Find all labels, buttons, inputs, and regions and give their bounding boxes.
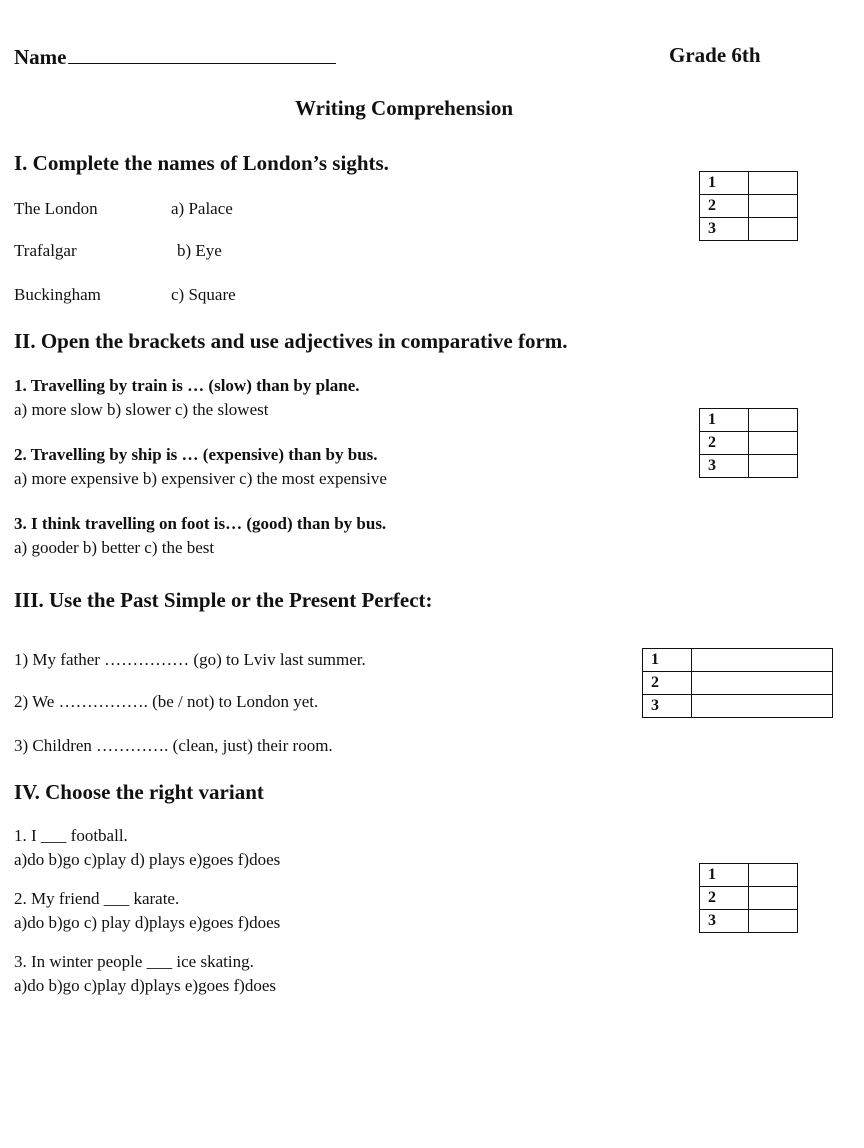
answer-number: 1: [700, 172, 749, 195]
section-1-left-item: Trafalgar: [14, 241, 77, 260]
section-2-question: 3. I think travelling on foot is… (good) than by bus.: [14, 514, 387, 533]
answer-box-section-2: [699, 408, 798, 478]
page-title: Writing Comprehension: [295, 96, 513, 120]
section-1-right-item: c) Square: [171, 285, 236, 304]
section-3-item: 3) Children …………. (clean, just) their room.: [14, 736, 333, 755]
answer-number: 1: [700, 409, 749, 432]
section-4-question: 1. I ___ football.: [14, 826, 128, 845]
name-field[interactable]: [14, 43, 336, 70]
answer-number: 3: [643, 695, 692, 718]
answer-number: 3: [700, 910, 749, 933]
answer-box-section-4: [699, 863, 798, 933]
section-2-heading: II. Open the brackets and use adjectives in comparative form.: [14, 329, 568, 353]
section-1-heading: I. Complete the names of London’s sights.: [14, 151, 389, 175]
answer-number: 3: [700, 218, 749, 241]
section-2-question: 1. Travelling by train is … (slow) than by plane.: [14, 376, 360, 395]
answer-number: 2: [700, 432, 749, 455]
answer-cell[interactable]: [749, 172, 798, 195]
answer-number: 1: [643, 649, 692, 672]
section-1-left-item: The London: [14, 199, 98, 218]
grade-label: Grade 6th: [669, 43, 761, 67]
answer-box-section-3: [642, 648, 833, 718]
section-2-question: 2. Travelling by ship is … (expensive) than by bus.: [14, 445, 378, 464]
answer-cell[interactable]: [749, 409, 798, 432]
section-1-left-item: Buckingham: [14, 285, 101, 304]
answer-cell[interactable]: [749, 195, 798, 218]
answer-number: 2: [643, 672, 692, 695]
section-1-right-item: a) Palace: [171, 199, 233, 218]
answer-number: 2: [700, 195, 749, 218]
section-4-options: a)do b)go c) play d)plays e)goes f)does: [14, 913, 281, 932]
section-4-question: 3. In winter people ___ ice skating.: [14, 952, 254, 971]
section-4-options: a)do b)go c)play d)plays e)goes f)does: [14, 976, 276, 995]
section-2-options: a) more slow b) slower c) the slowest: [14, 400, 269, 419]
section-4-question: 2. My friend ___ karate.: [14, 889, 180, 908]
answer-cell[interactable]: [749, 887, 798, 910]
section-1-right-item: b) Eye: [177, 241, 222, 260]
answer-cell[interactable]: [749, 864, 798, 887]
answer-cell[interactable]: [749, 432, 798, 455]
answer-cell[interactable]: [692, 672, 833, 695]
section-3-item: 2) We ……………. (be / not) to London yet.: [14, 692, 319, 711]
section-2-options: a) gooder b) better c) the best: [14, 538, 215, 557]
answer-cell[interactable]: [749, 910, 798, 933]
name-label: Name: [14, 45, 67, 69]
answer-cell[interactable]: [749, 455, 798, 478]
section-3-heading: III. Use the Past Simple or the Present Perfect:: [14, 588, 433, 612]
section-4-heading: IV. Choose the right variant: [14, 780, 264, 804]
section-3-item: 1) My father …………… (go) to Lviv last summer.: [14, 650, 366, 669]
answer-number: 2: [700, 887, 749, 910]
answer-number: 3: [700, 455, 749, 478]
name-blank-line[interactable]: [68, 43, 336, 64]
answer-cell[interactable]: [749, 218, 798, 241]
section-4-options: a)do b)go c)play d) plays e)goes f)does: [14, 850, 281, 869]
answer-number: 1: [700, 864, 749, 887]
answer-cell[interactable]: [692, 695, 833, 718]
section-2-options: a) more expensive b) expensiver c) the most expensive: [14, 469, 387, 488]
answer-cell[interactable]: [692, 649, 833, 672]
answer-box-section-1: [699, 171, 798, 241]
